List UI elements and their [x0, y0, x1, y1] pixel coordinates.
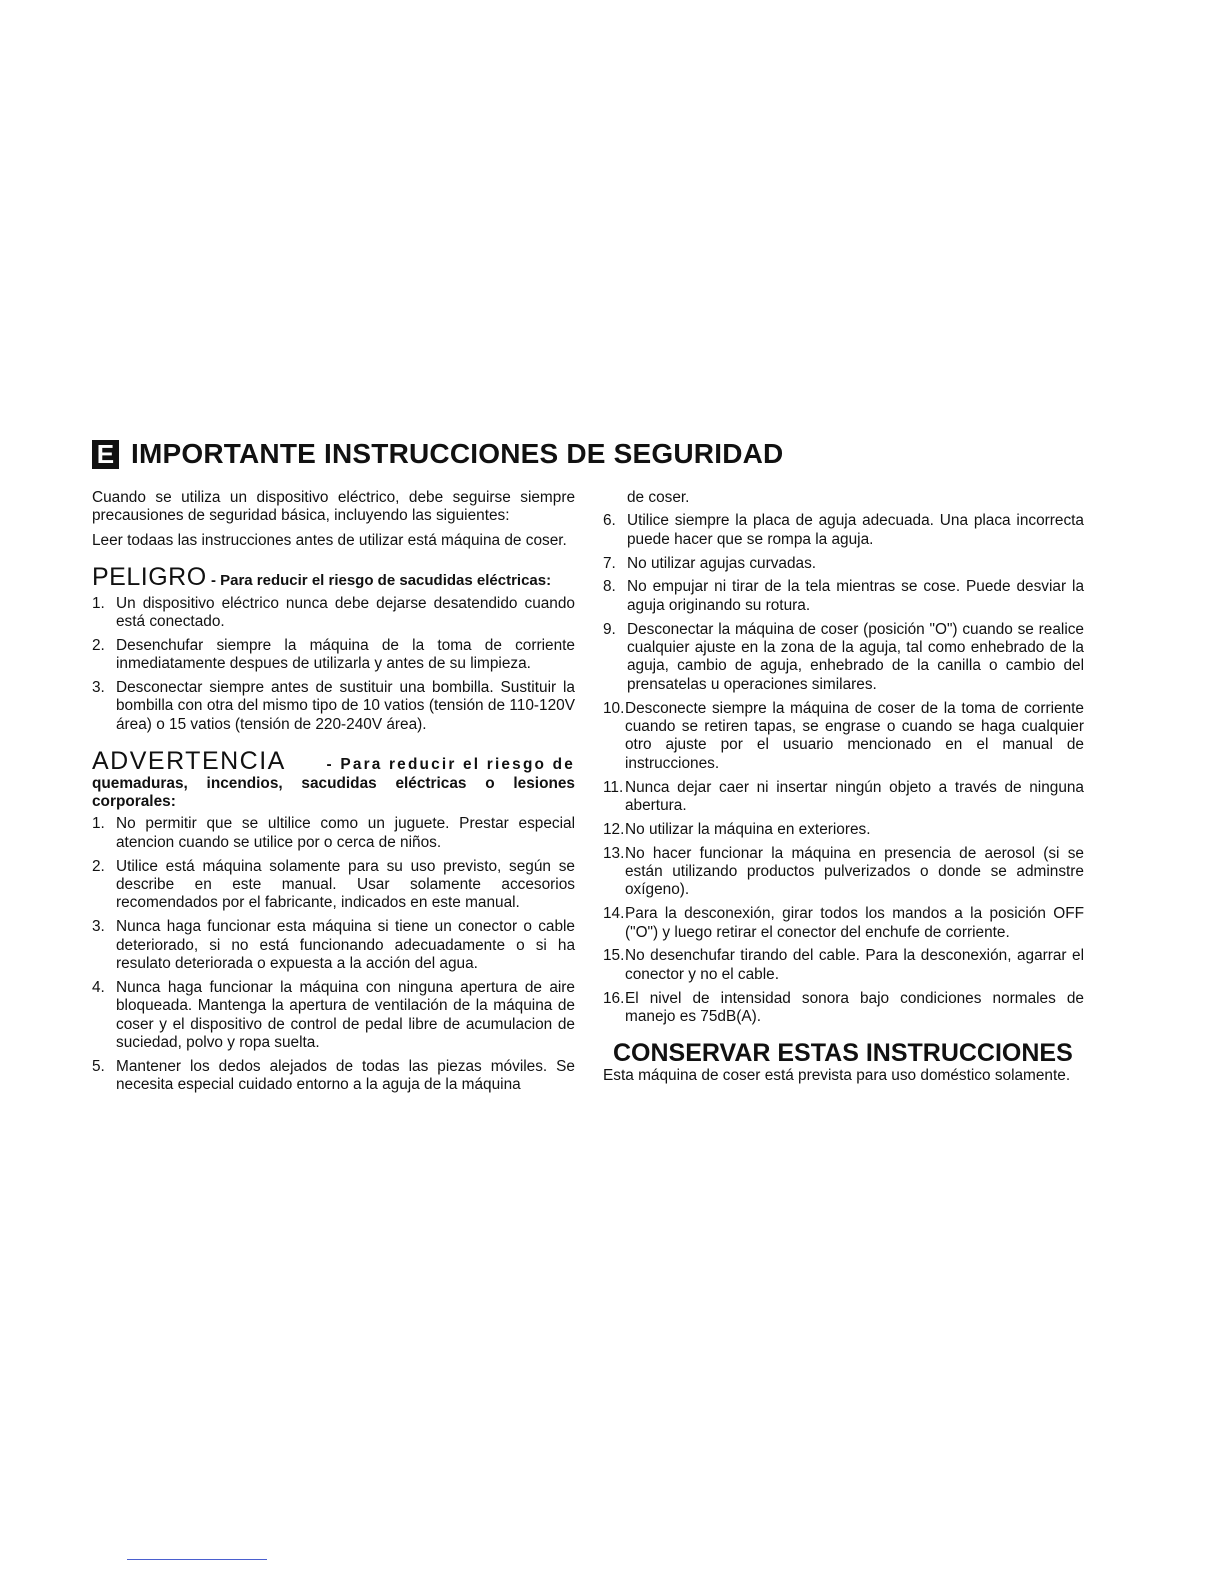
left-column	[92, 489, 575, 1100]
item-text: Utilice está máquina solamente para su uso previsto, según se describe en este manual. Usar solamente accesorios recomendados por el fabricante, indicados en este manual.	[116, 857, 575, 912]
peligro-title: PELIGRO	[92, 563, 207, 592]
page-title	[92, 438, 783, 470]
advertencia-list-left	[92, 815, 575, 1094]
advertencia-heading	[92, 747, 575, 811]
item-number: 8.	[603, 578, 616, 596]
list-item	[603, 555, 1084, 573]
item-number: 2.	[92, 857, 105, 875]
list-item	[92, 679, 575, 734]
intro-paragraph-2: Leer todaas las instrucciones antes de utilizar está máquina de coser.	[92, 531, 567, 549]
item-number: 1.	[92, 815, 105, 833]
item-number: 14.	[603, 905, 625, 923]
item-5-continuation: de coser.	[627, 489, 690, 506]
item-text: Un dispositivo eléctrico nunca debe dejarse desatendido cuando está conectado.	[116, 594, 575, 631]
item-text: No utilizar agujas curvadas.	[627, 554, 817, 572]
list-item	[603, 578, 1084, 615]
item-number: 13.	[603, 844, 625, 862]
list-item	[603, 621, 1084, 695]
advertencia-subtitle-first: - Para reducir el riesgo de	[326, 756, 575, 774]
item-number: 11.	[603, 778, 624, 796]
item-number: 12.	[603, 820, 625, 838]
item-number: 3.	[92, 918, 105, 936]
list-item	[92, 858, 575, 913]
list-item	[92, 979, 575, 1053]
list-item	[603, 512, 1084, 549]
item-text: Para la desconexión, girar todos los mandos a la posición OFF ("O") y luego retirar el conector del enchufe de corriente.	[625, 905, 1084, 941]
peligro-list	[92, 595, 575, 735]
list-item	[603, 905, 1084, 942]
item-text: No hacer funcionar la máquina en presencia de aerosol (si se están utilizando productos pulverizados o donde se adminstre oxígeno).	[625, 844, 1084, 899]
list-item	[92, 637, 575, 674]
item-number: 10.	[603, 699, 625, 717]
peligro-heading	[92, 563, 575, 592]
item-text: No empujar ni tirar de la tela mientras se cose. Puede desviar la aguja originando su rotura.	[627, 578, 1084, 614]
conservar-text: Esta máquina de coser está prevista para uso doméstico solamente.	[603, 1066, 1071, 1084]
item-number: 3.	[92, 679, 105, 697]
conservar-heading: CONSERVAR ESTAS INSTRUCCIONES	[613, 1039, 1073, 1068]
item-number: 5.	[92, 1057, 105, 1075]
list-item	[603, 779, 1084, 816]
item-text: No permitir que se ultilice como un juguete. Prestar especial atencion cuando se utilice por o cerca de niños.	[116, 815, 575, 851]
advertencia-subtitle-rest: quemaduras, incendios, sacudidas eléctricas o lesiones corporales:	[92, 774, 575, 811]
item-number: 2.	[92, 636, 105, 654]
list-item	[603, 845, 1084, 900]
advertencia-title: ADVERTENCIA	[92, 747, 286, 776]
item-text: Mantener los dedos alejados de todas las piezas móviles. Se necesita especial cuidado entorno a la aguja de la máquina	[116, 1057, 575, 1094]
right-column	[603, 489, 1084, 1085]
list-item	[603, 990, 1084, 1027]
list-item	[603, 821, 1084, 839]
peligro-subtitle: - Para reducir el riesgo de sacudidas eléctricas:	[210, 572, 552, 590]
item-text: No utilizar la máquina en exteriores.	[625, 820, 871, 838]
list-item	[603, 947, 1084, 984]
intro-paragraph-1: Cuando se utiliza un dispositivo eléctrico, debe seguirse siempre precausiones de seguridad básica, incluyendo las siguientes:	[92, 489, 575, 525]
item-text: Utilice siempre la placa de aguja adecuada. Una placa incorrecta puede hacer que se rompa la aguja.	[627, 512, 1084, 548]
item-text: Nunca haga funcionar esta máquina si tiene un conector o cable deteriorado, si no está funcionando adecuadamente o si ha resulato deteriorada o expuesta a la acción del agua.	[116, 918, 575, 973]
item-text: No desenchufar tirando del cable. Para la desconexión, agarrar el conector y no el cable.	[625, 947, 1084, 983]
item-text: Desenchufar siempre la máquina de la toma de corriente inmediatamente despues de utilizarla y antes de su limpieza.	[116, 636, 575, 673]
list-item	[92, 815, 575, 852]
item-text: Desconecte siempre la máquina de coser de la toma de corriente cuando se retiren tapas, se engrase o cuando se haga cualquier otro ajuste por el usuario mencionado en el manual de instrucciones.	[625, 699, 1084, 772]
page-title-text: IMPORTANTE INSTRUCCIONES DE SEGURIDAD	[131, 438, 784, 469]
item-text: Nunca haga funcionar la máquina con ninguna apertura de aire bloqueada. Mantenga la apertura de ventilación de la máquina de coser y el dispositivo de control de pedal libre de acumulacion de suciedad, polvo y ropa suelta.	[116, 978, 575, 1052]
item-text: Nunca dejar caer ni insertar ningún objeto a través de ninguna abertura.	[625, 778, 1084, 815]
item-text: El nivel de intensidad sonora bajo condiciones normales de manejo es 75dB(A).	[625, 989, 1084, 1026]
list-item	[92, 595, 575, 632]
language-badge: E	[92, 440, 119, 469]
footer-rule	[127, 1559, 267, 1560]
list-item	[92, 1058, 575, 1095]
list-item	[603, 700, 1084, 774]
item-number: 1.	[92, 594, 105, 612]
list-item	[92, 918, 575, 973]
item-number: 16.	[603, 989, 625, 1007]
advertencia-list-right	[603, 512, 1084, 1026]
item-number: 7.	[603, 554, 616, 572]
item-number: 6.	[603, 512, 616, 530]
item-text: Desconectar siempre antes de sustituir una bombilla. Sustituir la bombilla con otra del mismo tipo de 10 vatios (tensión de 110-120V área) o 15 vatios (tensión de 220-240V área).	[116, 679, 575, 733]
item-number: 9.	[603, 620, 616, 638]
item-number: 4.	[92, 978, 105, 996]
item-number: 15.	[603, 947, 625, 965]
item-text: Desconectar la máquina de coser (posición "O") cuando se realice cualquier ajuste en la zona de la aguja, tal como enhebrado de la aguja, cambio de aguja, enhebrado de la canilla o cambio del prensatelas u operaciones similares.	[627, 620, 1084, 693]
